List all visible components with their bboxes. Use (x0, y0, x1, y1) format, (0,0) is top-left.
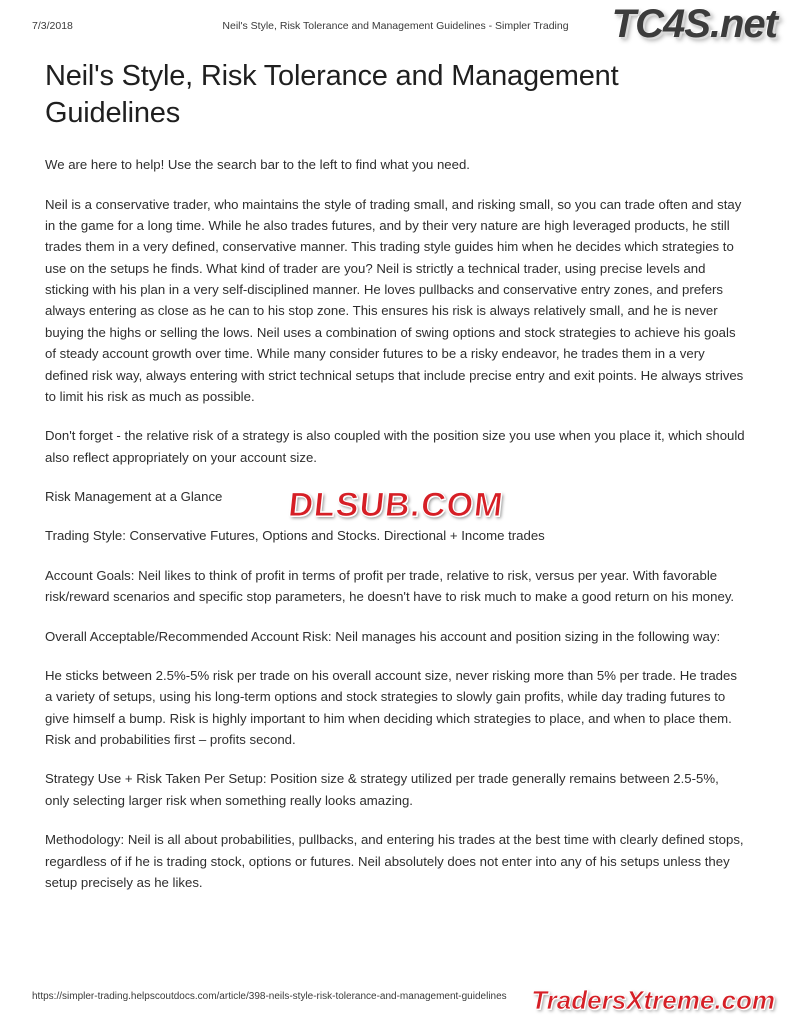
paragraph-account-goals: Account Goals: Neil likes to think of profit in terms of profit per trade, relative to risk, versus per year. With favorable risk/reward scenarios and specific stop parameters, he doesn't have to risk much to make a good return on his money. (45, 567, 735, 605)
watermark-tradersxtreme: TradersXtreme.com (531, 985, 775, 1015)
article-body (45, 58, 745, 911)
paragraph-risk-per-trade: He sticks between 2.5%-5% risk per trade on his overall account size, never risking more than 5% per trade. He trades a variety of setups, using his long-term options and stock strategies to slowly gain profits, while day trading futures to give himself a bump. Risk is highly important to him when deciding which strategies to place, and when to place them. Risk and probabilities first – profits second. (45, 667, 737, 748)
print-header (32, 20, 759, 36)
watermark-dlsub: DLSUB.COM (286, 486, 505, 524)
paragraph-intro: We are here to help! Use the search bar to the left to find what you need. (45, 157, 470, 173)
print-page-title: Neil's Style, Risk Tolerance and Management Guidelines - Simpler Trading (222, 20, 569, 32)
source-url: https://simpler-trading.helpscoutdocs.com/article/398-neils-style-risk-tolerance-and-management-guidelines (32, 991, 507, 1002)
paragraph-position-size: Don't forget - the relative risk of a strategy is also coupled with the position size you use when you place it, which should also reflect appropriately on your account size. (45, 428, 745, 465)
paragraph-strategy-use: Strategy Use + Risk Taken Per Setup: Position size & strategy utilized per trade generally remains between 2.5-5%, only selecting larger risk when something really looks amazing. (45, 771, 719, 808)
paragraph-style-overview: Neil is a conservative trader, who maintains the style of trading small, and risking small, so you can trade often and stay in the game for a long time. While he also trades futures, and by their very nature are high leveraged products, he still trades them in a very defined, conservative manner. This trading style guides him when he decides which strategies to use on the setups he finds. What kind of trader are you? Neil is strictly a technical trader, using precise levels and sticking with his plan in a very self-disciplined manner. He loves pullbacks and conservative entry zones, and prefers always entering as close as he can to his stop zone. This ensures his risk is always relatively small, and he is never buying the highs or selling the lows. Neil uses a combination of swing options and stock strategies to achieve his goals of steady account growth over time. While many consider futures to be a risky endeavor, he trades them in a very defined risk way, always entering with strict technical setups that include precise entry and exit points. He always strives to limit his risk as much as possible. (45, 196, 744, 404)
page-title: Neil's Style, Risk Tolerance and Management Guidelines (45, 60, 619, 130)
paragraph-trading-style: Trading Style: Conservative Futures, Options and Stocks. Directional + Income trades (45, 528, 545, 544)
paragraph-methodology: Methodology: Neil is all about probabilities, pullbacks, and entering his trades at the best time with clearly defined stops, regardless of if he is trading stock, options or futures. Neil absolutely does not enter into any of his setups unless they setup precisely as he likes. (45, 832, 744, 890)
watermark-tc4s: TC4S.net (611, 2, 777, 46)
print-footer (32, 991, 759, 1002)
print-date: 7/3/2018 (32, 20, 73, 32)
paragraph-account-risk: Overall Acceptable/Recommended Account Risk: Neil manages his account and position sizing in the following way: (45, 628, 721, 644)
paragraph-risk-management-heading: Risk Management at a Glance (45, 489, 223, 505)
